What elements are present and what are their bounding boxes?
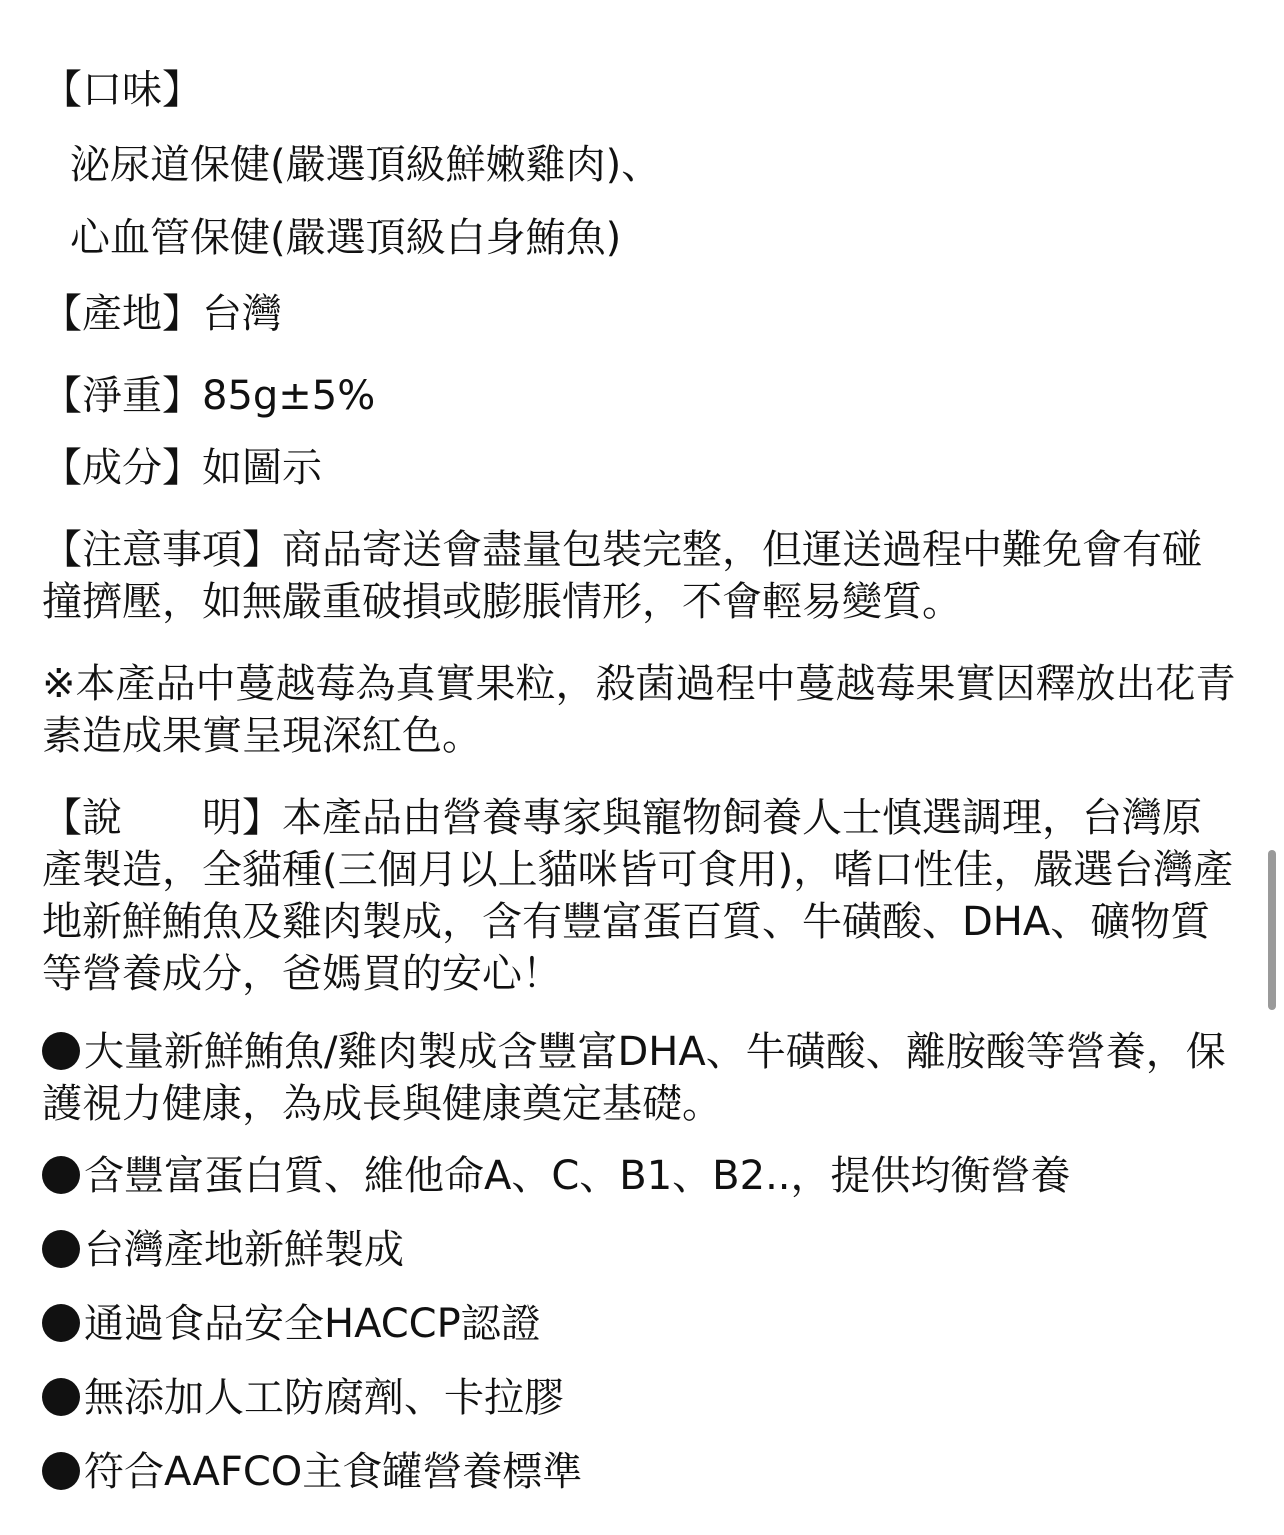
vertical-scrollbar[interactable]	[1268, 850, 1276, 1010]
bullet-dot-icon	[42, 1230, 80, 1268]
description-paragraph: 【說 明】本產品由營養專家與寵物飼養人士慎選調理，台灣原產製造，全貓種(三個月以上貓咪皆可食用)，嗜口性佳，嚴選台灣產地新鮮鮪魚及雞肉製成，含有豐富蛋百質、牛磺酸、DHA、礦物質等營養成分，爸媽買的安心！	[42, 795, 1234, 997]
bullet-text: 台灣產地新鮮製成	[84, 1227, 404, 1273]
bullet-dot-icon	[42, 1032, 80, 1070]
bullet-dot-icon	[42, 1378, 80, 1416]
flavor-line-2: 心血管保健(嚴選頂級白身鮪魚)	[70, 215, 622, 261]
bullet-text: 含豐富蛋白質、維他命A、C、B1、B2..，提供均衡營養	[84, 1153, 1071, 1199]
bullet-item	[42, 1224, 404, 1276]
bullet-text: 通過食品安全HACCP認證	[84, 1301, 541, 1347]
cranberry-note-paragraph: ※本產品中蔓越莓為真實果粒，殺菌過程中蔓越莓果實因釋放出花青素造成果實呈現深紅色。	[42, 661, 1236, 759]
bullet-item	[42, 1446, 582, 1498]
bullet-item	[42, 1298, 541, 1350]
bullet-text: 無添加人工防腐劑、卡拉膠	[84, 1375, 564, 1421]
bullet-item	[42, 1372, 564, 1424]
bullet-text: 大量新鮮鮪魚/雞肉製成含豐富DHA、牛磺酸、離胺酸等營養，保護視力健康，為成長與健康奠定基礎。	[42, 1029, 1226, 1127]
origin-line: 【產地】台灣	[42, 291, 282, 337]
bullet-item	[42, 1150, 1071, 1202]
bullet-dot-icon	[42, 1304, 80, 1342]
bullet-text: 符合AAFCO主食罐營養標準	[84, 1449, 583, 1495]
ingredients-line: 【成分】如圖示	[42, 445, 322, 491]
bullet-dot-icon	[42, 1156, 80, 1194]
bullet-dot-icon	[42, 1452, 80, 1490]
flavor-line-1: 泌尿道保健(嚴選頂級鮮嫩雞肉)、	[70, 142, 662, 188]
flavor-heading: 【口味】	[42, 67, 202, 113]
bullet-item	[42, 1026, 1238, 1130]
net-weight-line: 【淨重】85g±5%	[42, 373, 376, 419]
notice-paragraph: 【注意事項】商品寄送會盡量包裝完整，但運送過程中難免會有碰撞擠壓，如無嚴重破損或膨脹情形，不會輕易變質。	[42, 527, 1202, 625]
